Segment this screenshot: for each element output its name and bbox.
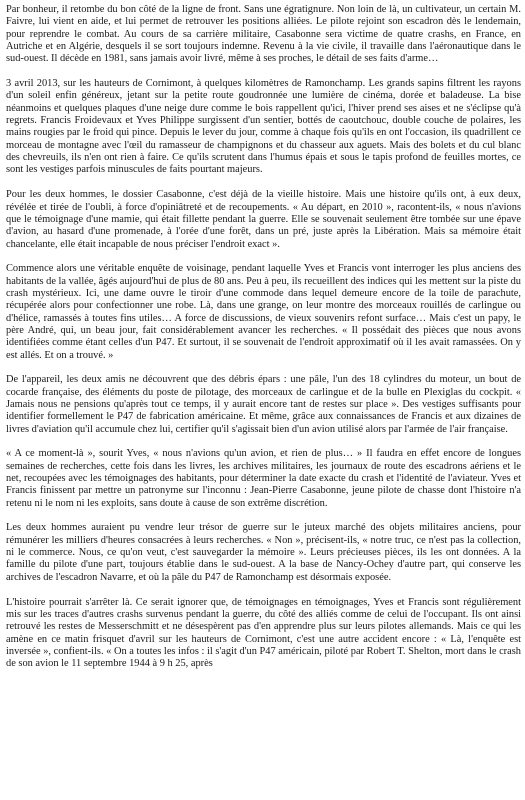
paragraph-old-story: Pour les deux hommes, le dossier Casabonne, c'est déjà de la vieille histoire. Mais une histoire qu'ils ont, à eux deux, révélée et tirée de l'oubli, à force d'opiniâtreté et de recoupements. « Au départ, en 2010 », racontent-ils, « nous n'avions que le témoignage d'une mamie, qui était fillette pendant la guerre. Elle se souvenait seulement être tombée sur une épave d'avion, au hasard d'une promenade, à l'orée d'une forêt, dans un pré, juste après la Libération. Mais sa mémoire était chancelante, elle était incapable de nous préciser l'endroit exact ». — [6, 189, 521, 250]
article-page — [6, 4, 521, 796]
paragraph-cornimont-scene: 3 avril 2013, sur les hauteurs de Cornimont, à quelques kilomètres de Ramonchamp. Les grands sapins filtrent les rayons d'un soleil enfin généreux, jetant sur la petite route goudronnée une lumière de cinéma, dorée et baladeuse. La bise néanmoins et quelques plaques d'une neige dure comme le bois rappellent qu'ici, l'hiver prend ses aises et ne s'éclipse qu'à regrets. Francis Froidevaux et Yves Philippe surgissent d'un sentier, bottés de caoutchouc, double couche de polaires, les mains rougies par le froid qui pince. Depuis le lever du jour, comme à chaque fois qu'ils en ont l'occasion, ils quadrillent ce morceau de montagne avec l'œil du ramasseur de champignons et du chasseur aux aguets. Mais des bolets et du cul blanc des chevreuils, ils n'en ont rien à faire. Ce qu'ils scrutent dans l'humus épais et sous le tapis profond de feuilles mortes, ce sont les vestiges parfois minuscules de faits pourtant majeurs. — [6, 78, 521, 176]
paragraph-debris: De l'appareil, les deux amis ne découvrent que des débris épars : une pâle, l'un des 18 cylindres du moteur, un bout de cocarde française, des éléments du poste de pilotage, des morceaux de carlingue et de la bulle en Plexiglas du cockpit. « Jamais nous ne pensions qu'après tout ce temps, il y aurait encore tant de restes sur place ». Des vestiges suffisants pour identifier formellement le P47 de fabrication américaine. Et même, grâce aux connaissances de Francis et aux dizaines de livres d'aviation qu'il accumule chez lui, certifier qu'il s'agissait bien d'un avion utilisé alors par l'armée de l'air française. — [6, 374, 521, 435]
paragraph-other-crashes: L'histoire pourrait s'arrêter là. Ce serait ignorer que, de témoignages en témoignages, Yves et Francis sont régulièrement mis sur les traces d'autres crashs survenus pendant la guerre, du côté des alliés comme de celui de l'occupant. Ils ont ainsi retrouvé les restes de Messerschmitt et ne désespèrent pas d'en apprendre plus sur leurs pilotes allemands. Mais ce qui les amène en ce matin frisquet d'avril sur les hauteurs de Cornimont, c'est une autre accident encore : « Là, l'enquête est inversée », confient-ils. « On a toutes les infos : il s'agit d'un P47 américain, piloté par Robert T. Shelton, mort dans le crash de son avion le 11 septembre 1944 à 9 h 25, après — [6, 596, 521, 670]
paragraph-neighborhood-investigation: Commence alors une véritable enquête de voisinage, pendant laquelle Yves et Francis vont interroger les plus anciens des habitants de la vallée, âgés aujourd'hui de plus de 80 ans. Peu à peu, ils recueillent des indices qui les mettent sur la piste du crash mystérieux. Ici, une dame ouvre le tiroir d'une commode dans lequel demeure encore de la toile de parachute, récupérée alors pour confectionner une robe. Là, dans une grange, on leur montre des morceaux rouillés de carlingue ou d'hélice, ramassés à toutes fins utiles… A force de discussions, de vieux souvenirs refont surface… Mais c'est un papy, le père André, qui, un beau jour, fait considérablement avancer les recherches. « Il possédait des pièces que nous avons identifiées comme étant celles d'un P47. Et surtout, il se souvenait de l'endroit approximatif où il les avait ramassées. On y est allés. Et on a trouvé. » — [6, 263, 521, 361]
paragraph-casabonne-crash: Par bonheur, il retombe du bon côté de la ligne de front. Sans une égratignure. Non loin de là, un cultivateur, un certain M. Faivre, lui vient en aide, et lui permet de retrouver les positions alliées. Le pilote rejoint son escadron dès le lendemain, pour reprendre le combat. Au cours de sa carrière militaire, Casabonne sera victime de quatre crashs, en France, en Autriche et en Algérie, desquels il se sort toujours indemne. Revenu à la vie civile, il travaille dans l'aéronautique dans le sud-ouest. Il décède en 1981, sans jamais avoir livré, même à ses proches, le détail de ses faits d'arme… — [6, 4, 521, 65]
paragraph-identification: « A ce moment-là », sourit Yves, « nous n'avions qu'un avion, et rien de plus… » Il faudra en effet encore de longues semaines de recherches, cette fois dans les livres, les archives militaires, les journaux de route des escadrons aériens et le net, recoupées avec les témoignages des habitants, pour déterminer la date exacte du crash et l'identité de l'aviateur. Yves et Francis finissent par mettre un patronyme sur l'inconnu : Jean-Pierre Casabonne, jeune pilote de chasse dont l'histoire n'a retenu ni le nom ni les exploits, sans doute à cause de son extrême discrétion. — [6, 448, 521, 509]
paragraph-memory: Les deux hommes auraient pu vendre leur trésor de guerre sur le juteux marché des objets militaires anciens, pour rémunérer les milliers d'heures consacrées à leurs recherches. « Non », précisent-ils, « notre truc, ce n'est pas la collection, ni le commerce. Nous, ce qu'on veut, c'est sauvegarder la mémoire ». Leurs précieuses pièces, ils les ont données. A la famille du pilote d'une part, toujours établie dans le sud-ouest. A la base de Nancy-Ochey d'autre part, qui conserve les archives de l'escadron Navarre, et où la pâle du P47 de Ramonchamp est désormais exposée. — [6, 522, 521, 583]
